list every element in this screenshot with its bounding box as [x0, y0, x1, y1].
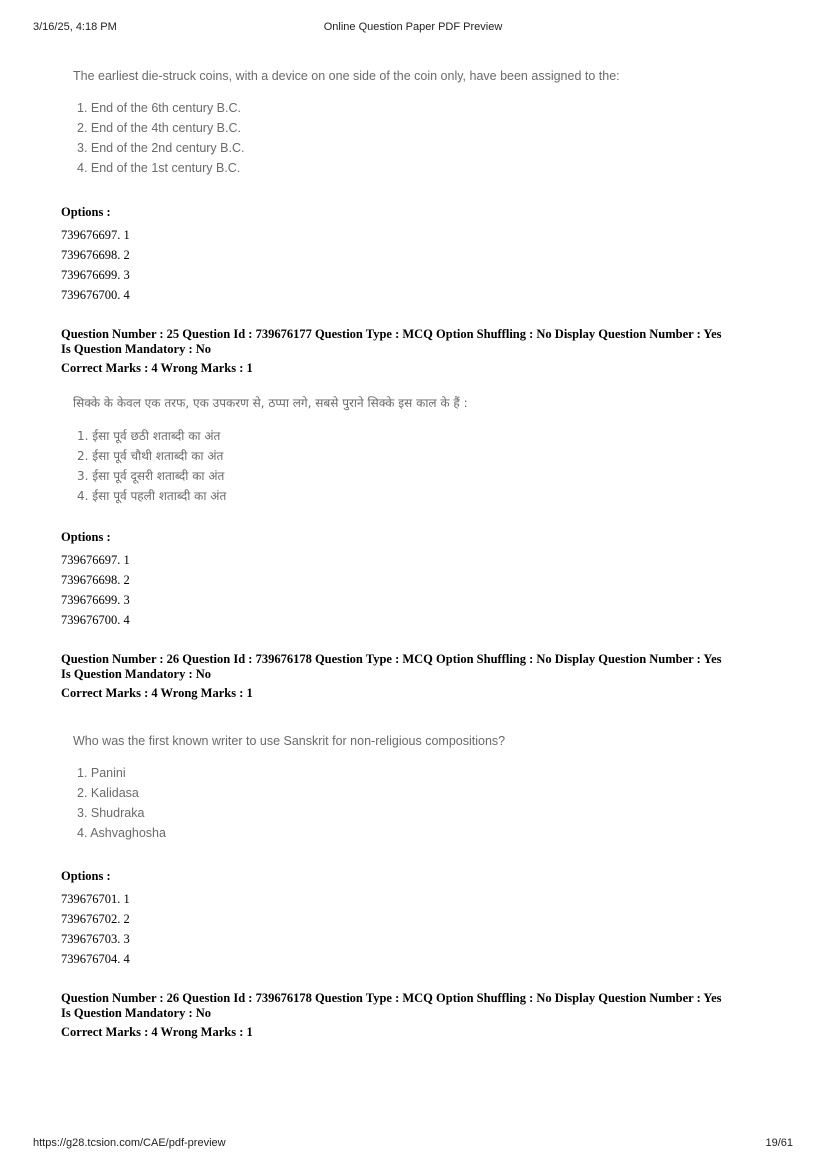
choice-item: 3. Shudraka — [77, 806, 145, 820]
option-id: 739676697. 1 — [61, 553, 130, 567]
options-list-q24 — [61, 205, 130, 305]
choice-item: 3. End of the 2nd century B.C. — [77, 141, 245, 155]
choice-item: 4. End of the 1st century B.C. — [77, 161, 241, 175]
question-meta-q25 — [61, 327, 771, 376]
option-id: 739676704. 4 — [61, 952, 130, 966]
choice-item: 2. Kalidasa — [77, 786, 139, 800]
option-id: 739676700. 4 — [61, 613, 130, 627]
mandatory-line: Is Question Mandatory : No — [61, 342, 212, 356]
choice-item: 1. Panini — [77, 766, 126, 780]
question-stem: Who was the first known writer to use Sanskrit for non-religious compositions? — [73, 734, 506, 748]
question-meta-q26 — [61, 652, 771, 701]
option-id: 739676699. 3 — [61, 593, 130, 607]
option-id: 739676702. 2 — [61, 912, 130, 926]
choice-item: 1. End of the 6th century B.C. — [77, 101, 241, 115]
mandatory-line: Is Question Mandatory : No — [61, 1006, 212, 1020]
page-url: https://g28.tcsion.com/CAE/pdf-preview — [33, 1137, 226, 1149]
question-meta-line: Question Number : 26 Question Id : 739676178 Question Type : MCQ Option Shuffling : No Display Question Number : Yes — [61, 991, 722, 1005]
choice-item: 4. ईसा पूर्व पहली शताब्दी का अंत — [77, 489, 227, 503]
choice-item: 3. ईसा पूर्व दूसरी शताब्दी का अंत — [77, 469, 225, 483]
choice-item: 2. End of the 4th century B.C. — [77, 121, 241, 135]
options-list-q26 — [61, 869, 130, 969]
choice-item: 2. ईसा पूर्व चौथी शताब्दी का अंत — [77, 449, 224, 463]
option-id: 739676699. 3 — [61, 268, 130, 282]
options-list-q25 — [61, 530, 130, 630]
print-datetime: 3/16/25, 4:18 PM — [33, 21, 117, 33]
question-meta-line: Question Number : 25 Question Id : 739676177 Question Type : MCQ Option Shuffling : No Display Question Number : Yes — [61, 327, 722, 341]
question-stem: सिक्के के केवल एक तरफ, एक उपकरण से, ठप्पा लगे, सबसे पुराने सिक्के इस काल के हैं : — [73, 396, 468, 410]
choice-item: 4. Ashvaghosha — [77, 826, 166, 840]
options-label: Options : — [61, 869, 111, 883]
option-id: 739676698. 2 — [61, 573, 130, 587]
marks-line: Correct Marks : 4 Wrong Marks : 1 — [61, 361, 253, 375]
marks-line: Correct Marks : 4 Wrong Marks : 1 — [61, 686, 253, 700]
question-image-q25 — [73, 394, 468, 508]
question-image-q26 — [73, 734, 505, 845]
marks-line: Correct Marks : 4 Wrong Marks : 1 — [61, 1025, 253, 1039]
page-number: 19/61 — [765, 1137, 793, 1149]
mandatory-line: Is Question Mandatory : No — [61, 667, 212, 681]
option-id: 739676701. 1 — [61, 892, 130, 906]
choice-item: 1. ईसा पूर्व छठी शताब्दी का अंत — [77, 429, 221, 443]
question-meta-q26-hindi — [61, 991, 771, 1040]
option-id: 739676698. 2 — [61, 248, 130, 262]
question-image-q24 — [73, 69, 620, 180]
question-meta-line: Question Number : 26 Question Id : 739676178 Question Type : MCQ Option Shuffling : No Display Question Number : Yes — [61, 652, 722, 666]
page-title: Online Question Paper PDF Preview — [323, 21, 503, 33]
question-stem: The earliest die-struck coins, with a device on one side of the coin only, have been assigned to the: — [73, 69, 620, 83]
option-id: 739676700. 4 — [61, 288, 130, 302]
options-label: Options : — [61, 205, 111, 219]
option-id: 739676697. 1 — [61, 228, 130, 242]
options-label: Options : — [61, 530, 111, 544]
option-id: 739676703. 3 — [61, 932, 130, 946]
